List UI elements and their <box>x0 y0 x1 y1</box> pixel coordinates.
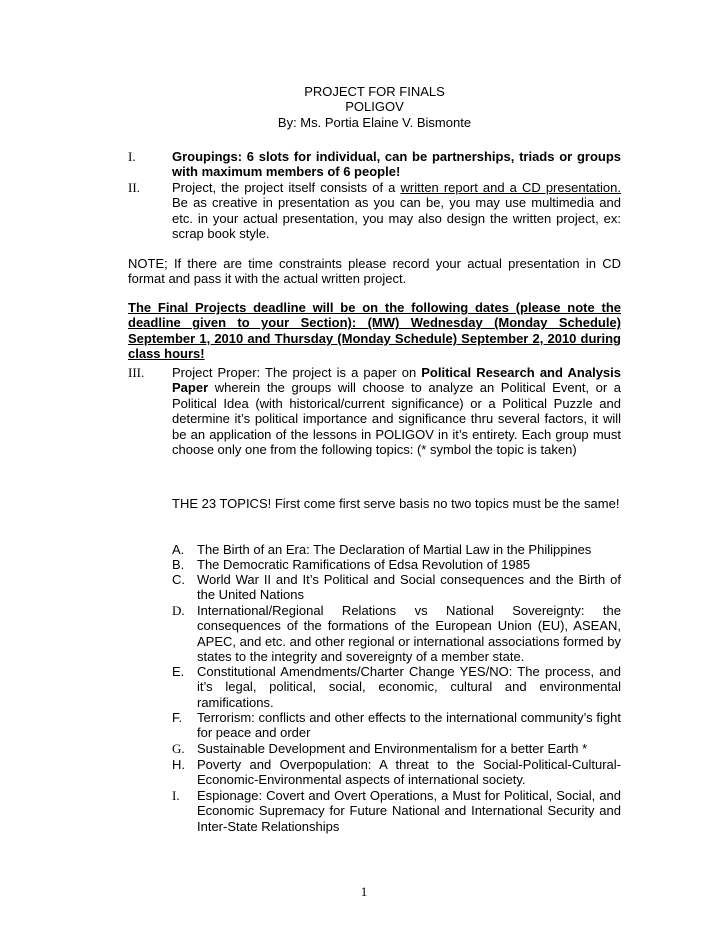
topic-item: World War II and It’s Political and Social consequences and the Birth of the United Nations <box>197 572 621 603</box>
topic-letter: E. <box>172 664 185 679</box>
topic-item: Constitutional Amendments/Charter Change YES/NO: The process, and it’s legal, political, social, economic, cultural and environmental ramifications. <box>197 664 621 710</box>
section-3-bold: Political Research and Analysis Paper <box>172 365 621 396</box>
topic-letter: G. <box>172 741 185 756</box>
topic-letter: B. <box>172 557 185 572</box>
topic-item: Terrorism: conflicts and other effects to the international community’s fight for peace and order <box>197 710 621 741</box>
topic-letter: C. <box>172 572 185 587</box>
topic-item: International/Regional Relations vs National Sovereignty: the consequences of the formations of the European Union (EU), ASEAN, APEC, and etc. and other regional or international associations formed by states to the integrity and sovereignty of a member state. <box>197 603 621 665</box>
section-numeral-2: II. <box>128 180 140 195</box>
page-number: 1 <box>360 884 368 899</box>
section-numeral-1: I. <box>128 149 136 164</box>
topic-letter: A. <box>172 542 185 557</box>
deadline-paragraph: The Final Projects deadline will be on the following dates (please note the deadline given to your Section): (MW) Wednesday (Monday Schedule) September 1, 2010 and Thursday (Monday Schedule) September 2, 2010 during class hours! <box>128 300 621 362</box>
topic-item: Poverty and Overpopulation: A threat to the Social-Political-Cultural-Economic-Environmental aspects of international society. <box>197 757 621 788</box>
section-2-text <box>172 180 621 242</box>
section-2-underlined: written report and a CD presentation. <box>400 180 621 195</box>
section-2-text-a: Project, the project itself consists of a <box>172 180 401 195</box>
author-line: By: Ms. Portia Elaine V. Bismonte <box>277 114 472 130</box>
section-3-text <box>172 365 621 457</box>
topic-item: Sustainable Development and Environmentalism for a better Earth * <box>197 741 588 756</box>
section-3-text-a: Project Proper: The project is a paper on <box>172 365 422 380</box>
section-numeral-3: III. <box>128 365 145 380</box>
note-paragraph: NOTE; If there are time constraints please record your actual presentation in CD format and pass it with the actual written project. <box>128 256 621 287</box>
topic-item: Espionage: Covert and Overt Operations, a Must for Political, Social, and Economic Supremacy for Future National and International Security and Inter-State Relationships <box>197 788 621 834</box>
topic-letter: H. <box>172 757 185 772</box>
section-2-text-c: Be as creative in presentation as you can be, you may use multimedia and etc. in your actual presentation, you may also design the written project, ex: scrap book style. <box>172 195 621 242</box>
topic-item: The Democratic Ramifications of Edsa Revolution of 1985 <box>197 557 531 572</box>
section-1-text: Groupings: 6 slots for individual, can be partnerships, triads or groups with maximum members of 6 people! <box>172 149 621 180</box>
topics-intro: THE 23 TOPICS! First come first serve basis no two topics must be the same! <box>172 496 620 511</box>
topic-item: The Birth of an Era: The Declaration of Martial Law in the Philippines <box>197 542 592 557</box>
topic-letter: D. <box>172 603 185 618</box>
topic-letter: F. <box>172 710 183 725</box>
section-3-text-c: wherein the groups will choose to analyze an Political Event, or a Political Idea (with historical/current significance) or a Political Puzzle and determine it’s political importance and significance thru several factors, it will be an application of the lessons in POLIGOV in it’s entirety. Each group must choose only one from the following topics: (* symbol the topic is taken) <box>172 380 621 458</box>
course-name: POLIGOV <box>345 99 404 115</box>
document-title: PROJECT FOR FINALS <box>304 84 445 99</box>
topic-letter: I. <box>172 788 180 803</box>
document-header <box>128 84 621 130</box>
